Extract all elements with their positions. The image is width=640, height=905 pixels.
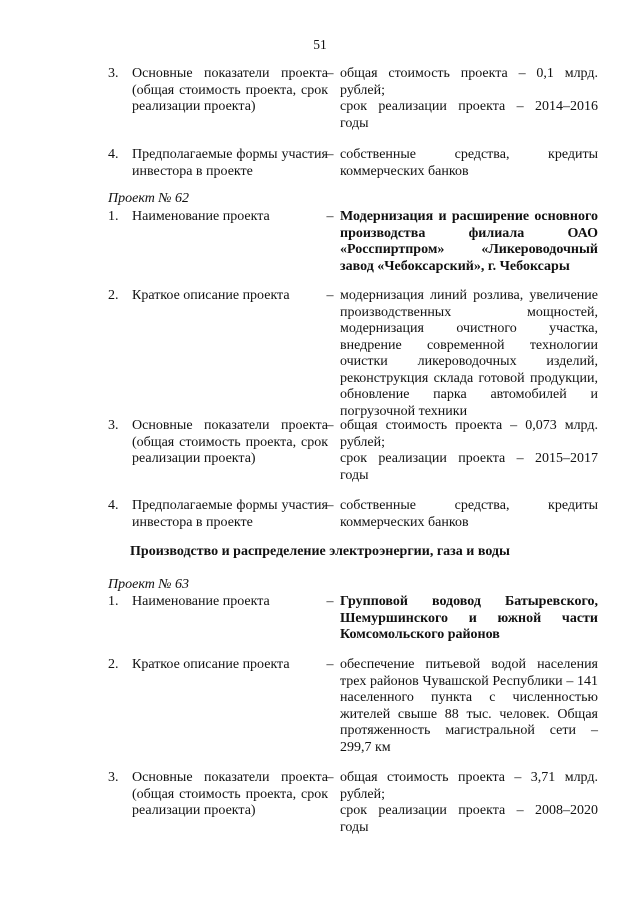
item-label: Основные показатели проекта (общая стоимость проекта, срок реализации проекта) — [132, 770, 328, 818]
item-number: 4. — [108, 147, 119, 162]
item-number: 2. — [108, 288, 119, 303]
item-value — [340, 657, 598, 756]
item-label: Основные показатели проекта (общая стоимость проекта, срок реализации проекта) — [132, 66, 328, 114]
item-value — [340, 209, 598, 275]
dash-separator: – — [326, 66, 334, 81]
item-number: 3. — [108, 770, 119, 785]
section-heading: Производство и распределение электроэнергии, газа и воды — [130, 544, 510, 559]
item-label: Краткое описание проекта — [132, 657, 290, 672]
project-title: Проект № 62 — [108, 191, 189, 206]
item-value — [340, 288, 598, 420]
value-line: собственные средства, кредиты коммерческих банков — [340, 498, 598, 530]
item-label: Наименование проекта — [132, 594, 270, 609]
item-number: 2. — [108, 657, 119, 672]
value-line: общая стоимость проекта – 3,71 млрд. рублей; — [340, 770, 598, 802]
value-line: общая стоимость проекта – 0,073 млрд. рублей; — [340, 418, 598, 450]
item-label: Предполагаемые формы участия инвестора в проекте — [132, 147, 328, 179]
value-line: Групповой водовод Батыревского, Шемуршинского и южной части Комсомольского районов — [340, 594, 598, 642]
project-title: Проект № 63 — [108, 577, 189, 592]
dash-separator: – — [326, 498, 334, 513]
value-line: срок реализации проекта – 2015–2017 годы — [340, 451, 598, 483]
item-value — [340, 147, 598, 180]
item-number: 1. — [108, 209, 119, 224]
item-number: 3. — [108, 66, 119, 81]
dash-separator: – — [326, 418, 334, 433]
dash-separator: – — [326, 657, 334, 672]
item-value — [340, 498, 598, 531]
dash-separator: – — [326, 209, 334, 224]
item-value — [340, 418, 598, 484]
item-number: 4. — [108, 498, 119, 513]
value-line: срок реализации проекта – 2014–2016 годы — [340, 99, 598, 131]
item-value — [340, 770, 598, 836]
item-label: Краткое описание проекта — [132, 288, 290, 303]
item-number: 1. — [108, 594, 119, 609]
item-value — [340, 66, 598, 132]
value-line: модернизация линий розлива, увеличение производственных мощностей, модернизация очистного участка, внедрение современной технологии очистки ликероводочных изделий, реконструкция склада готовой продукции, обновление парка автомобилей и погрузочной техники — [340, 288, 598, 419]
item-number: 3. — [108, 418, 119, 433]
dash-separator: – — [326, 770, 334, 785]
value-line: собственные средства, кредиты коммерческих банков — [340, 147, 598, 179]
dash-separator: – — [326, 288, 334, 303]
value-line: обеспечение питьевой водой населения трех районов Чувашской Республики – 141 населенного пункта с численностью жителей свыше 88 тыс. человек. Общая протяженность магистральной сети – 299,7 км — [340, 657, 598, 755]
dash-separator: – — [326, 594, 334, 609]
page-number: 51 — [313, 37, 327, 52]
item-label: Предполагаемые формы участия инвестора в проекте — [132, 498, 328, 530]
dash-separator: – — [326, 147, 334, 162]
value-line: общая стоимость проекта – 0,1 млрд. рублей; — [340, 66, 598, 98]
item-label: Основные показатели проекта (общая стоимость проекта, срок реализации проекта) — [132, 418, 328, 466]
item-label: Наименование проекта — [132, 209, 270, 224]
value-line: срок реализации проекта – 2008–2020 годы — [340, 803, 598, 835]
value-line: Модернизация и расширение основного производства филиала ОАО «Росспиртпром» «Ликероводочный завод «Чебоксарский», г. Чебоксары — [340, 209, 598, 274]
item-value — [340, 594, 598, 644]
